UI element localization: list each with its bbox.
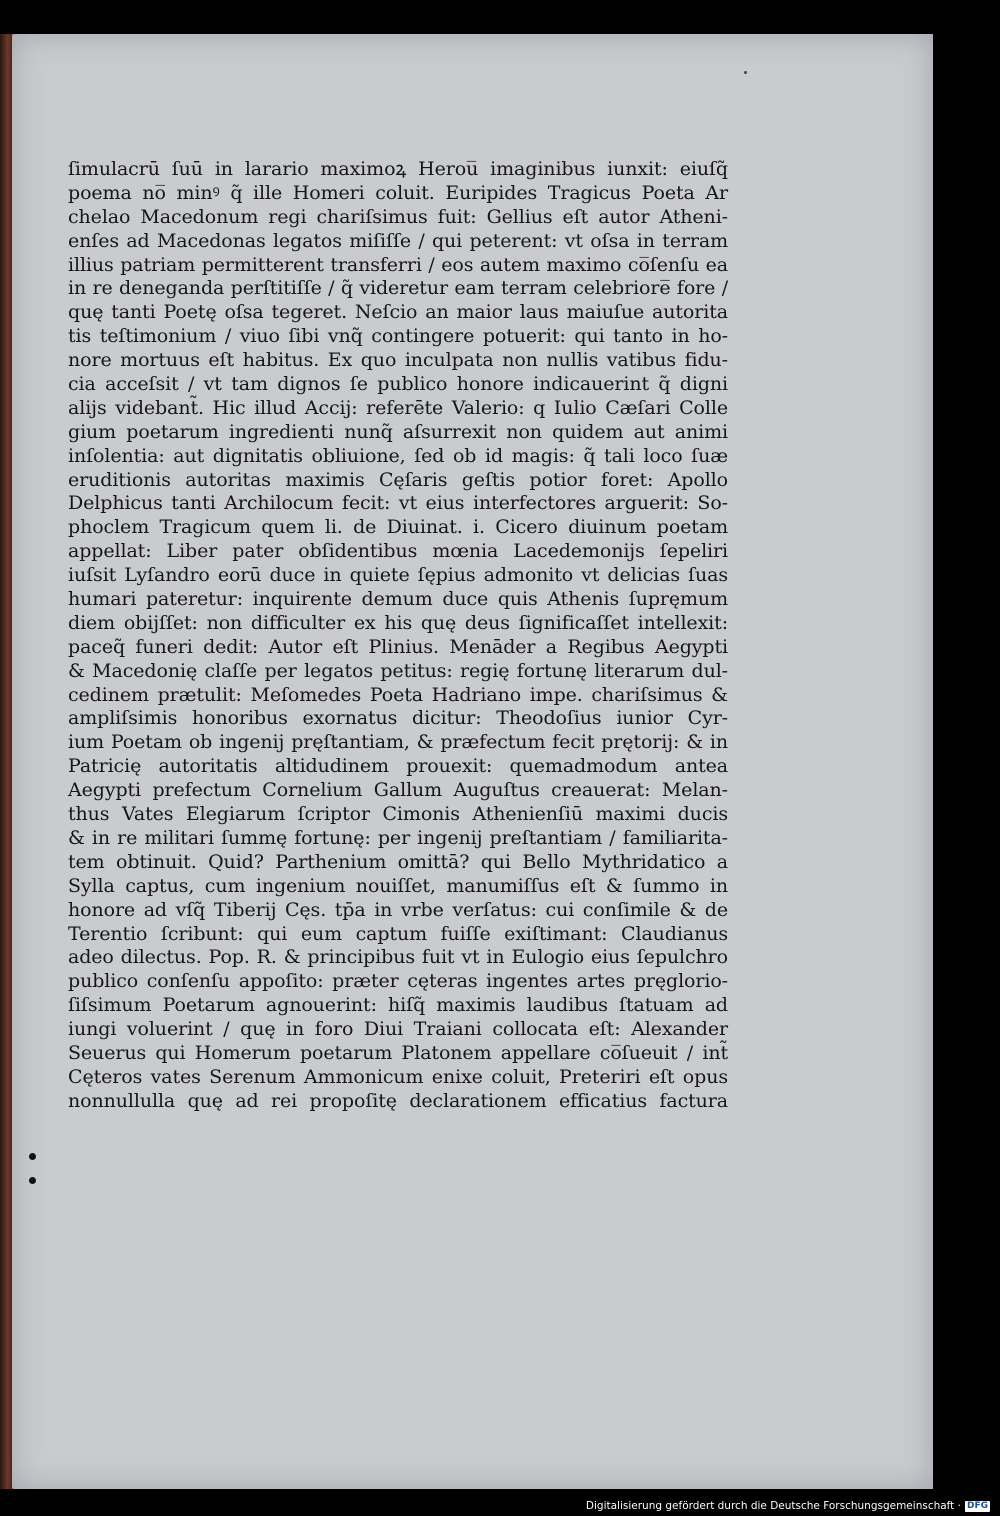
text-line: poema no̅ minꝰ q̃ ille Homeri coluit. Euripides Tragicus Poeta Ar	[68, 181, 728, 204]
text-line: Cęteros vates Serenum Ammonicum enixe coluit, Preteriri eſt opus	[68, 1065, 728, 1088]
text-line: diem obijſſet: non difficulter ex his quę deus ſignificaſſet intellexit:	[68, 611, 728, 634]
text-line: chelao Macedonum regi chariſsimus fuit: Gellius eſt autor Atheni-	[68, 205, 728, 228]
body-text	[68, 158, 728, 1114]
text-line: ſiſsimum Poetarum agnouerint: hiſq̃ maximis laudibus ſtatuam ad	[68, 994, 728, 1017]
text-line: humari pateretur: inquirente demum duce quis Athenis ſupręmum	[68, 588, 728, 611]
text-line: Delphicus tanti Archilocum fecit: vt eius interfectores arguerit: So-	[68, 492, 728, 515]
text-line: cedinem prætulit: Meſomedes Poeta Hadriano impe. chariſsimus &	[68, 683, 728, 706]
text-line: publico conſenſu appoſito: præter cęteras ingentes artes pręglorio-	[68, 970, 728, 993]
text-line: nore mortuus eſt habitus. Ex quo inculpata non nullis vatibus fidu-	[68, 349, 728, 372]
text-line: iungi voluerint / quę in foro Diui Traiani collocata eſt: Alexander	[68, 1018, 728, 1041]
text-line: Aegypti prefectum Cornelium Gallum Auguſtus creauerat: Melan-	[68, 779, 728, 802]
funding-footer	[586, 1499, 990, 1513]
text-line: eruditionis autoritas maximis Cęſaris geſtis potior foret: Apollo	[68, 468, 728, 491]
text-line: cia acceſsit / vt tam dignos ſe publico honore indicauerint q̃ digni	[68, 373, 728, 396]
text-line: tis teſtimonium / viuo ſibi vnq̃ contingere potuerit: qui tanto in ho-	[68, 325, 728, 348]
text-line: enſes ad Macedonas legatos miſiſſe / qui peterent: vt oſsa in terram	[68, 229, 728, 252]
text-line: nonnullulla quę ad rei propoſitę declarationem efficatius factura	[68, 1089, 728, 1112]
text-line: inſolentia: aut dignitatis obliuione, ſed ob id magis: q̃ tali loco ſuæ	[68, 444, 728, 467]
text-line: gium poetarum ingredienti nunq̃ aſsurrexit non quidem aut animi	[68, 420, 728, 443]
text-line: Patricię autoritatis altidudinem prouexit: quemadmodum antea	[68, 755, 728, 778]
margin-mark	[29, 1177, 36, 1184]
text-line: tem obtinuit. Quid? Parthenium omittā? qui Bello Mythridatico a	[68, 850, 728, 873]
text-line: ampliſsimis honoribus exornatus dicitur: Theodoſius iunior Cyr-	[68, 707, 728, 730]
text-line: adeo dilectus. Pop. R. & principibus fuit vt in Eulogio eius ſepulchro	[68, 946, 728, 969]
book-page	[12, 34, 933, 1489]
dfg-logo-icon: DFG	[966, 1500, 988, 1511]
text-line: ſimulacrū ſuū in larario maximoꝝ Herou̅ imaginibus iunxit: eiuſq̃	[68, 158, 728, 180]
text-line: Sylla captus, cum ingenium nouiſſet, manumiſſus eſt & ſummo in	[68, 874, 728, 897]
text-line: Seuerus qui Homerum poetarum Platonem appellare co̅ſueuit / int̃	[68, 1041, 728, 1064]
text-line: quę tanti Poetę oſsa tegeret. Neſcio an maior laus maiuſue autorita	[68, 301, 728, 324]
paper-speck	[744, 71, 747, 74]
text-line: phoclem Tragicum quem li. de Diuinat. i. Cicero diuinum poetam	[68, 516, 728, 539]
funding-credit: Digitalisierung gefördert durch die Deutsche Forschungsgemeinschaft ·	[585, 1500, 961, 1512]
text-line: iuſsit Lyſandro eorū duce in quiete ſępius admonito vt delicias ſuas	[68, 564, 728, 587]
text-line: illius patriam permitterent transferri / eos autem maximo co̅ſenſu ea	[68, 253, 728, 276]
text-line: appellat: Liber pater obſidentibus mœnia Lacedemonijs ſepeliri	[68, 540, 728, 563]
margin-mark	[29, 1153, 36, 1160]
text-line: & Macedonię claſſe per legatos petitus: regię fortunę literarum dul-	[68, 659, 728, 682]
text-line: & in re militari ſummę fortunę: per ingenij preſtantiam / familiarita-	[68, 826, 728, 849]
text-line: honore ad vſq̃ Tiberij Cęs. tp̄a in vrbe verſatus: cui conſimile & de	[68, 898, 728, 921]
text-line: in re deneganda perſtitiſſe / q̃ videretur eam terram celebriore̅ fore /	[68, 277, 728, 300]
text-line: paceq̃ funeri dedit: Autor eſt Plinius. Menāder a Regibus Aegypti	[68, 635, 728, 658]
text-line: alijs videbant̃. Hic illud Accij: referēte Valerio: q Iulio Cæſari Colle	[68, 396, 728, 419]
text-line: thus Vates Elegiarum ſcriptor Cimonis Athenienſiū maximi ducis	[68, 803, 728, 826]
text-line: Terentio ſcribunt: qui eum captum fuiſſe exiſtimant: Claudianus	[68, 922, 728, 945]
text-line: ium Poetam ob ingenij pręſtantiam, & præfectum fecit prętorij: & in	[68, 731, 728, 754]
